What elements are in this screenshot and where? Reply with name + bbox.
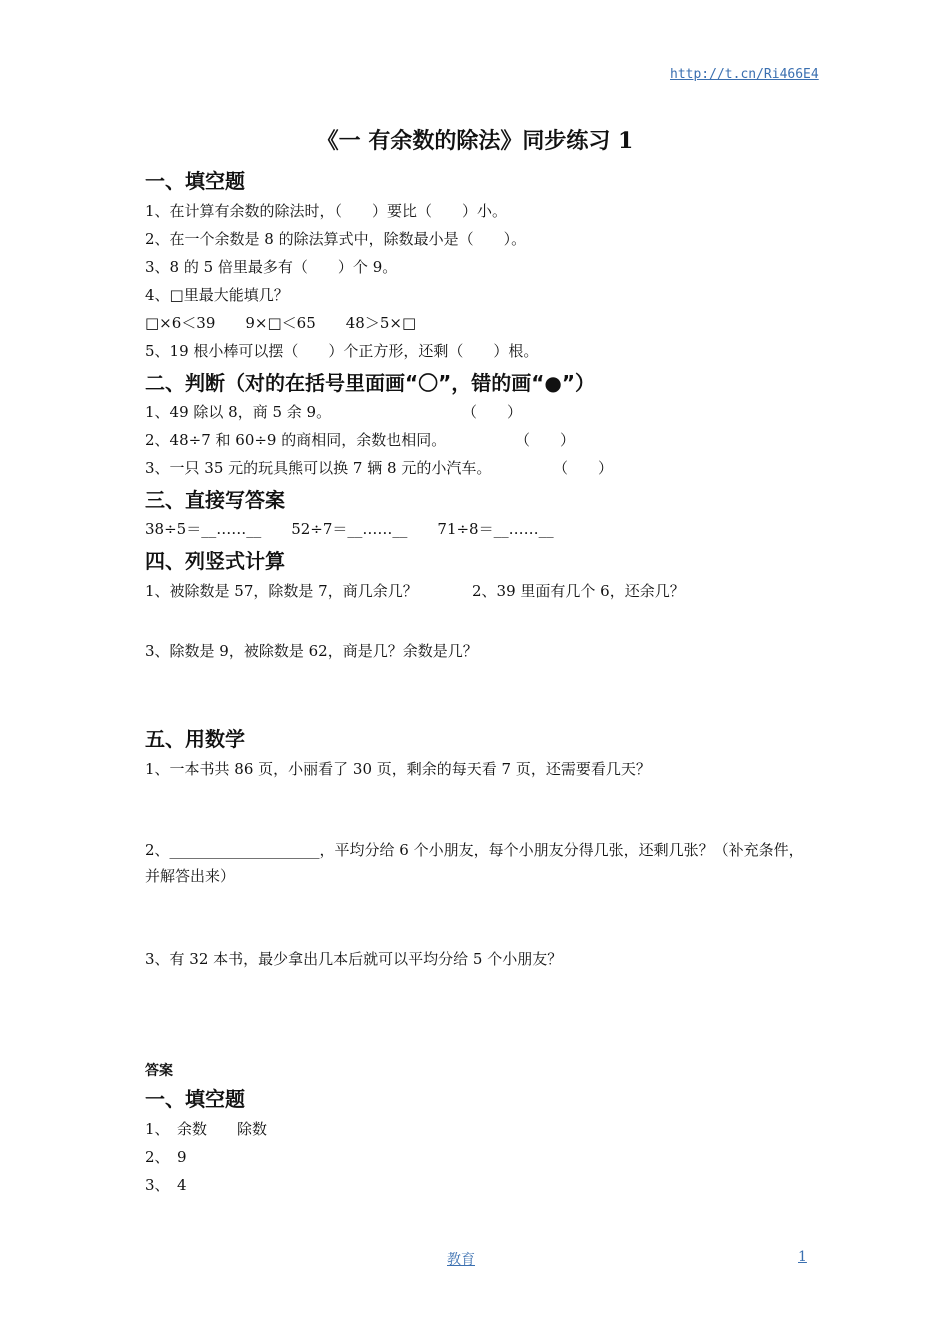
section4-q1: 1、被除数是 57，除数是 7，商几余几？ [145, 582, 418, 600]
section3-line: 38÷5＝__……__ 52÷7＝__……__ 71÷8＝__……__ [145, 520, 554, 538]
section1-heading: 一、填空题 [145, 169, 245, 193]
page-title: 《一 有余数的除法》同步练习 1 [316, 128, 634, 154]
section4-heading: 四、列竖式计算 [145, 549, 285, 573]
section3-heading: 三、直接写答案 [145, 488, 285, 512]
section1-q1: 1、在计算有余数的除法时，（ ）要比（ ）小。 [145, 202, 508, 220]
section4-q2: 2、39 里面有几个 6，还余几？ [472, 582, 685, 600]
answers-heading: 一、填空题 [145, 1087, 245, 1111]
section2-q3: 3、一只 35 元的玩具熊可以换 7 辆 8 元的小汽车。 [145, 459, 492, 477]
footer-center-link[interactable]: 教育 [447, 1252, 475, 1268]
section4-q3: 3、除数是 9，被除数是 62，商是几？余数是几？ [145, 642, 478, 660]
section2-q3-paren: （ ） [553, 459, 614, 477]
section1-q5: 5、19 根小棒可以摆（ ）个正方形，还剩（ ）根。 [145, 342, 539, 360]
section1-q4: 4、□里最大能填几？ [145, 286, 289, 304]
section2-heading: 二、判断（对的在括号里面画“〇”，错的画“●”） [145, 371, 596, 395]
section2-q2-paren: （ ） [515, 431, 576, 449]
section1-q4-expressions: □×6＜39 9×□＜65 48＞5×□ [145, 314, 417, 332]
section1-q3: 3、8 的 5 倍里最多有（ ）个 9。 [145, 258, 398, 276]
section2-q1-paren: （ ） [462, 403, 523, 421]
footer-page-number[interactable]: 1 [798, 1249, 807, 1265]
section2-q2: 2、48÷7 和 60÷9 的商相同，余数也相同。 [145, 431, 447, 449]
answer-3: 3、 4 [145, 1176, 187, 1194]
section5-heading: 五、用数学 [145, 727, 245, 751]
answers-label: 答案 [145, 1063, 173, 1079]
section5-q3: 3、有 32 本书，最少拿出几本后就可以平均分给 5 个小朋友？ [145, 950, 563, 968]
section5-q1: 1、一本书共 86 页，小丽看了 30 页，剩余的每天看 7 页，还需要看几天？ [145, 760, 651, 778]
header-url-link[interactable]: http://t.cn/Ri466E4 [670, 67, 819, 82]
answer-2: 2、 9 [145, 1148, 187, 1166]
section5-q2: 2、____________________，平均分给 6 个小朋友，每个小朋友分得几张，还剩几张？（补充条件，并解答出来） [145, 841, 804, 885]
section1-q2: 2、在一个余数是 8 的除法算式中，除数最小是（ ）。 [145, 230, 527, 248]
section2-q1: 1、49 除以 8，商 5 余 9。 [145, 403, 332, 421]
answer-1: 1、 余数 除数 [145, 1120, 268, 1138]
